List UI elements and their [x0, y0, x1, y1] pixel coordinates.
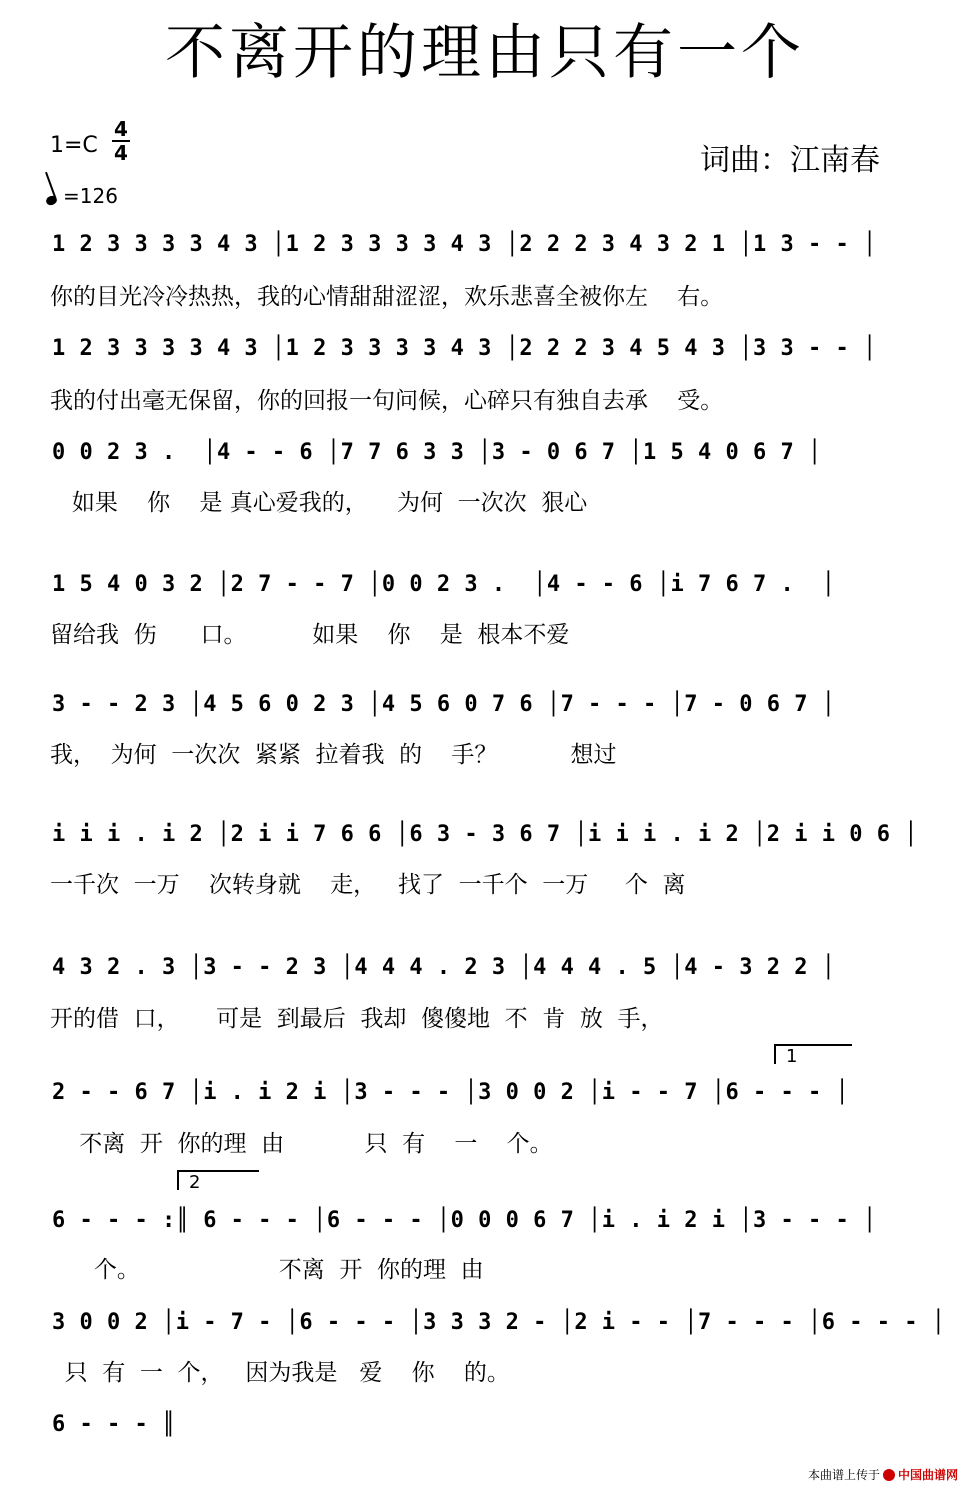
lyrics-line-4: 留给我 伤 口。 如果 你 是 根本不爱: [50, 622, 570, 648]
lyrics-line-7: 开的借 口， 可是 到最后 我却 傻傻地 不 肯 放 手，: [50, 1006, 664, 1032]
notes-line-3: 0 0 2 3 . │4 - - 6 │7 7 6 3 3 │3 - 0 6 7 │1 5 4 0 6 7 │: [52, 440, 822, 465]
notes-line-10: 3 0 0 2 │i - 7 - │6 - - - │3 3 3 2 - │2 i - - │7 - - - │6 - - - │: [52, 1310, 946, 1335]
notes-line-4: 1 5 4 0 3 2 │2 7 - - 7 │0 0 2 3 . │4 - - 6 │i 7 6 7 . │: [52, 572, 836, 597]
lyrics-line-1: 你的目光冷冷热热，我的心情甜甜涩涩，欢乐悲喜全被你左 右。: [50, 284, 724, 310]
lyrics-line-2: 我的付出毫无保留，你的回报一句问候，心碎只有独自去承 受。: [50, 388, 724, 414]
quarter-note-icon: [45, 194, 58, 206]
notes-line-8: 2 - - 6 7 │i . i 2 i │3 - - - │3 0 0 2 │i - - 7 │6 - - - │: [52, 1080, 850, 1105]
footer-prefix: 本曲谱上传于: [807, 1468, 880, 1482]
notes-line-11: 6 - - - ║: [52, 1412, 176, 1437]
lyrics-line-9: 个。 不离 开 你的理 由: [50, 1257, 484, 1283]
notes-line-2: 1 2 3 3 3 3 4 3 │1 2 3 3 3 3 4 3 │2 2 2 3 4 5 4 3 │3 3 - - │: [52, 336, 877, 361]
lyrics-line-8: 不离 开 你的理 由 只 有 一 个。: [50, 1131, 553, 1157]
time-signature-bottom: 4: [114, 141, 128, 165]
notes-line-1: 1 2 3 3 3 3 4 3 │1 2 3 3 3 3 4 3 │2 2 2 3 4 3 2 1 │1 3 - - │: [52, 232, 877, 257]
lyrics-line-6: 一千次 一万 次转身就 走， 找了 一千个 一万 个 离: [50, 872, 686, 898]
credit: 词曲：江南春: [700, 143, 880, 178]
key-signature: 1=C: [50, 133, 98, 158]
ending-number-2: 2: [189, 1172, 201, 1193]
footer: [808, 1466, 958, 1483]
tempo-marking: [46, 184, 118, 208]
notes-line-5: 3 - - 2 3 │4 5 6 0 2 3 │4 5 6 0 7 6 │7 - - - │7 - 0 6 7 │: [52, 692, 836, 717]
site-logo-icon: [883, 1469, 895, 1481]
notes-line-7: 4 3 2 . 3 │3 - - 2 3 │4 4 4 . 2 3 │4 4 4 . 5 │4 - 3 2 2 │: [52, 955, 836, 980]
time-signature-top: 4: [114, 117, 128, 141]
page-title: 不离开的理由只有一个: [165, 18, 805, 88]
ending-number-1: 1: [786, 1046, 798, 1067]
notes-line-9: 6 - - - :║ 6 - - - │6 - - - │0 0 0 6 7 │i . i 2 i │3 - - - │: [52, 1208, 877, 1233]
tempo-value: =126: [63, 184, 118, 208]
notes-line-6: i i i . i 2 │2 i i 7 6 6 │6 3 - 3 6 7 │i i i . i 2 │2 i i 0 6 │: [52, 822, 918, 847]
lyrics-line-5: 我， 为何 一次次 紧紧 拉着我 的 手？ 想过: [50, 742, 617, 768]
lyrics-line-3: 如果 你 是 真心爱我的， 为何 一次次 狠心: [50, 490, 588, 516]
lyrics-line-10: 只 有 一 个， 因为我是 爱 你 的。: [50, 1360, 510, 1386]
footer-site[interactable]: 中国曲谱网: [897, 1468, 958, 1482]
time-signature: [112, 118, 130, 164]
